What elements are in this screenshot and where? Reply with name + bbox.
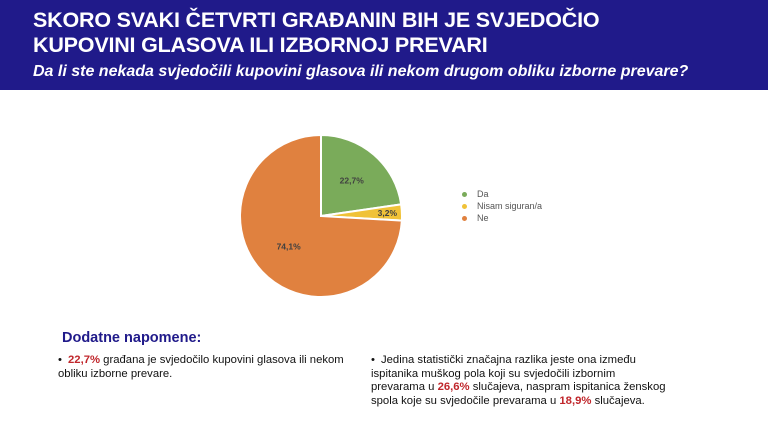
note2-text-c: slučajeva.	[591, 394, 645, 407]
header-banner	[0, 0, 768, 90]
note-bullet-1	[58, 354, 358, 381]
note2-percent-male: 26,6%	[437, 381, 470, 393]
note2-text-b: slučajeva, naspram ispitanica ženskog spola koje su svjedočile prevarama u	[371, 381, 666, 407]
pie-chart	[0, 90, 768, 320]
legend-label-da: Da	[477, 189, 489, 199]
chart-legend	[462, 188, 542, 224]
page-title-line-2: KUPOVINI GLASOVA ILI IZBORNOJ PREVARI	[33, 33, 488, 57]
data-label-nisam-siguran: 3,2%	[377, 208, 398, 219]
data-label-ne: 74,1%	[276, 241, 301, 252]
legend-label-ne: Ne	[477, 213, 489, 223]
note1-text: građana je svjedočilo kupovini glasova ili nekom obliku izborne prevare.	[58, 354, 344, 380]
legend-swatch-nisam-siguran	[462, 204, 467, 209]
legend-label-nisam-siguran: Nisam siguran/a	[477, 201, 543, 211]
notes-heading: Dodatne napomene:	[62, 330, 202, 346]
note2-text-a: Jedina statistički značajna razlika jeste ona između ispitanika muškog pola koji su svjedočili izbornim prevarama u	[371, 354, 636, 393]
legend-item-ne	[462, 212, 542, 224]
note2-percent-female: 18,9%	[559, 394, 592, 407]
legend-swatch-ne	[462, 216, 467, 221]
legend-item-nisam-siguran	[462, 200, 542, 212]
page-title-line-1: SKORO SVAKI ČETVRTI GRAĐANIN BIH JE SVJEDOČIO	[33, 8, 600, 32]
bullet-marker: •	[371, 354, 375, 366]
data-label-da: 22,7%	[339, 175, 364, 186]
note-bullet-2	[371, 354, 671, 408]
survey-question: Da li ste nekada svjedočili kupovini glasova ili nekom drugom obliku izborne prevare?	[33, 63, 689, 80]
legend-item-da	[462, 188, 542, 200]
legend-swatch-da	[462, 192, 467, 197]
note1-percent: 22,7%	[68, 354, 101, 366]
bullet-marker: •	[58, 354, 62, 366]
